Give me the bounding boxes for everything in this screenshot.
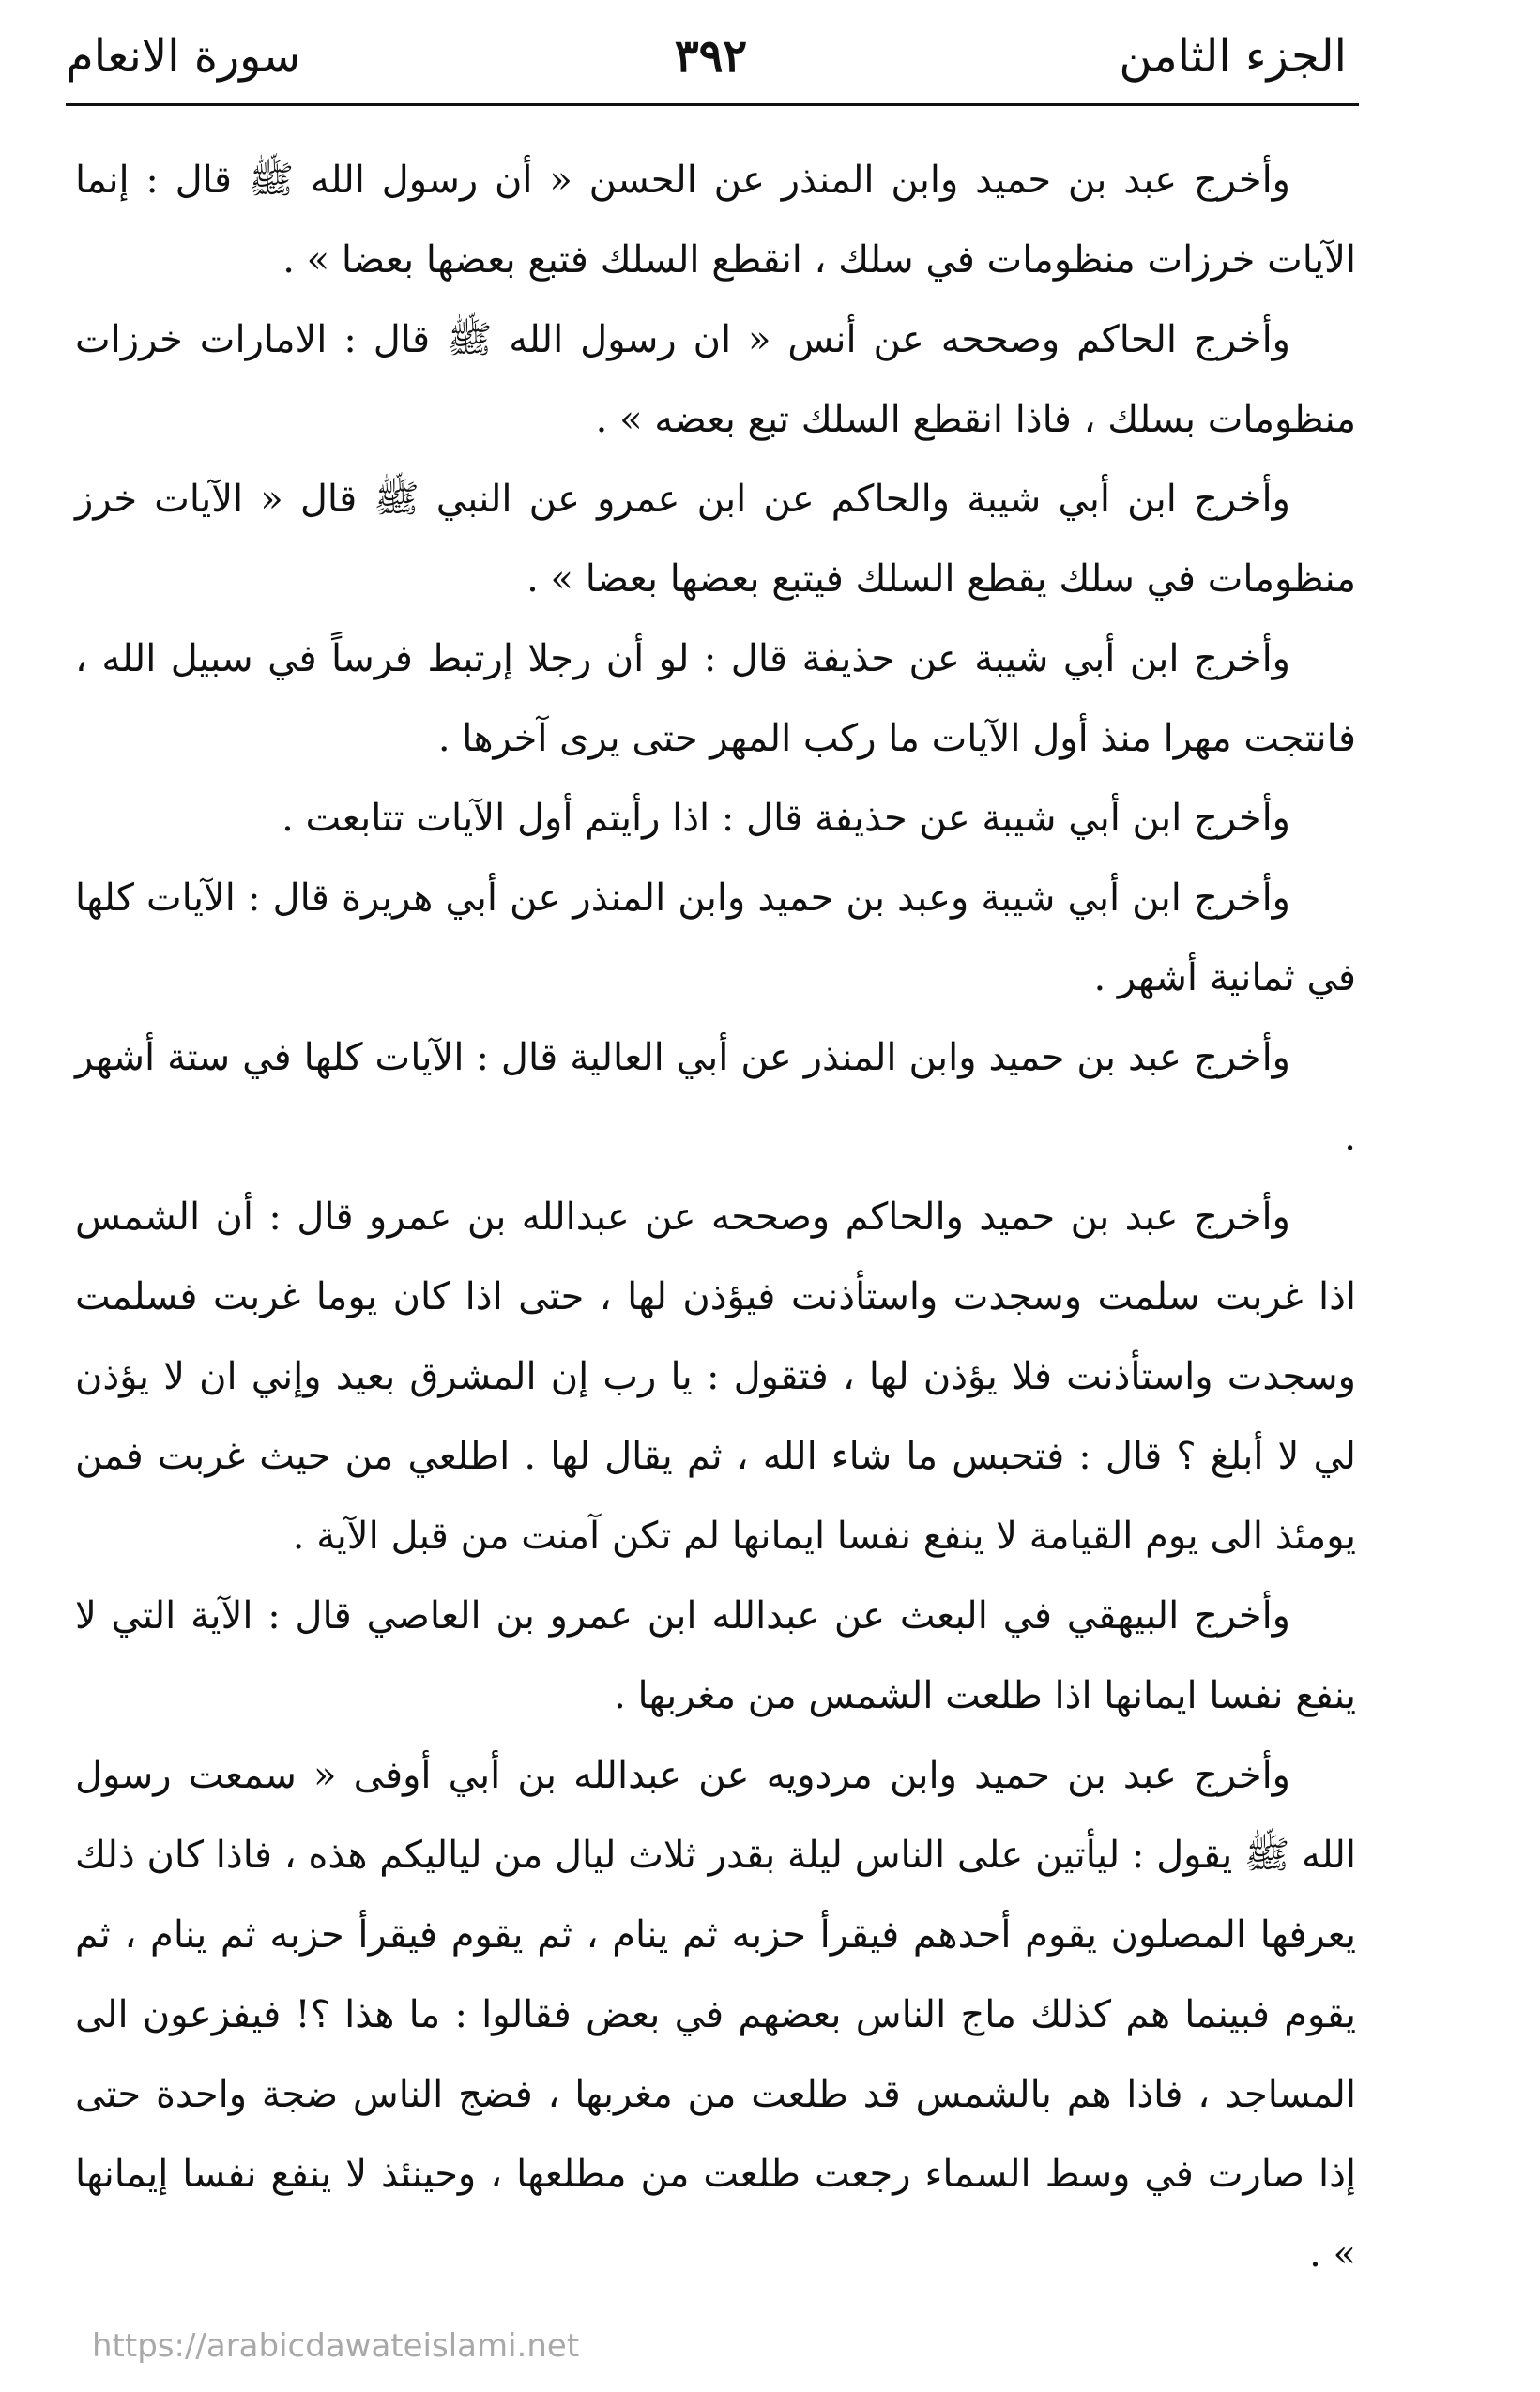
paragraph-text: وأخرج الحاكم وصححه عن أنس « ان رسول الله ﷺ قال : الامارات خرزات منظومات بسلك ، فاذا انقطع السلك تبع بعضه » . [75,318,1356,441]
page-number: ٣٩٢ [674,30,748,83]
paragraph [75,460,1356,619]
paragraph [75,1577,1356,1736]
paragraph [75,779,1356,859]
paragraph [75,1736,1356,2294]
paragraph [75,1178,1356,1577]
paragraph-text: وأخرج ابن أبي شيبة وعبد بن حميد وابن المنذر عن أبي هريرة قال : الآيات كلها في ثمانية أشهر . [75,876,1356,999]
part-title: الجزء الثامن [1119,30,1347,83]
paragraph [75,859,1356,1018]
paragraph-text: وأخرج ابن أبي شيبة والحاكم عن ابن عمرو عن النبي ﷺ قال « الآيات خرز منظومات في سلك يقطع السلك فيتبع بعضها بعضا » . [75,478,1356,601]
paragraph-text: وأخرج عبد بن حميد والحاكم وصححه عن عبدالله بن عمرو قال : أن الشمس اذا غربت سلمت وسجدت واستأذنت فيؤذن لها ، حتى اذا كان يوما غربت فسلمت وسجدت واستأذنت فلا يؤذن لها ، فتقول : يا رب إن المشرق بعيد وإني ان لا يؤذن لي لا أبلغ ؟ قال : فتحبس ما شاء الله ، ثم يقال لها . اطلعي من حيث غربت فمن يومئذ الى يوم القيامة لا ينفع نفسا ايمانها لم تكن آمنت من قبل الآية . [75,1196,1356,1558]
paragraph [75,300,1356,460]
text-body [75,141,1356,2294]
paragraph-text: وأخرج عبد بن حميد وابن المنذر عن الحسن « أن رسول الله ﷺ قال : إنما الآيات خرزات منظومات في سلك ، انقطع السلك فتبع بعضها بعضا » . [75,159,1356,282]
paragraph-text: وأخرج عبد بن حميد وابن مردويه عن عبدالله بن أبي أوفى « سمعت رسول الله ﷺ يقول : ليأتين على الناس ليلة بقدر ثلاث ليال من لياليكم هذه ، فاذا كان ذلك يعرفها المصلون يقوم أحدهم فيقرأ حزبه ثم ينام ، ثم يقوم فيقرأ حزبه ثم ينام ، ثم يقوم فبينما هم كذلك ماج الناس بعضهم في بعض فقالوا : ما هذا ؟! فيفزعون الى المساجد ، فاذا هم بالشمس قد طلعت من مغربها ، فضج الناس ضجة واحدة حتى إذا صارت في وسط السماء رجعت طلعت من مطلعها ، وحينئذ لا ينفع نفسا إيمانها » . [75,1754,1356,2276]
watermark-url: https://arabicdawateislami.net [92,2327,580,2365]
paragraph [75,619,1356,779]
paragraph-text: وأخرج ابن أبي شيبة عن حذيفة قال : لو أن رجلا إرتبط فرساً في سبيل الله ، فانتجت مهرا منذ أول الآيات ما ركب المهر حتى يرى آخرها . [75,637,1356,760]
paragraph-text: وأخرج عبد بن حميد وابن المنذر عن أبي العالية قال : الآيات كلها في ستة أشهر . [75,1036,1356,1159]
surah-title: سورة الانعام [66,30,301,83]
page-header [66,19,1356,103]
paragraph-text: وأخرج البيهقي في البعث عن عبدالله ابن عمرو بن العاصي قال : الآية التي لا ينفع نفسا ايمانها اذا طلعت الشمس من مغربها . [75,1594,1356,1717]
paragraph-text: وأخرج ابن أبي شيبة عن حذيفة قال : اذا رأيتم أول الآيات تتابعت . [282,797,1290,840]
paragraph [75,141,1356,300]
header-divider [66,103,1359,106]
paragraph [75,1018,1356,1178]
